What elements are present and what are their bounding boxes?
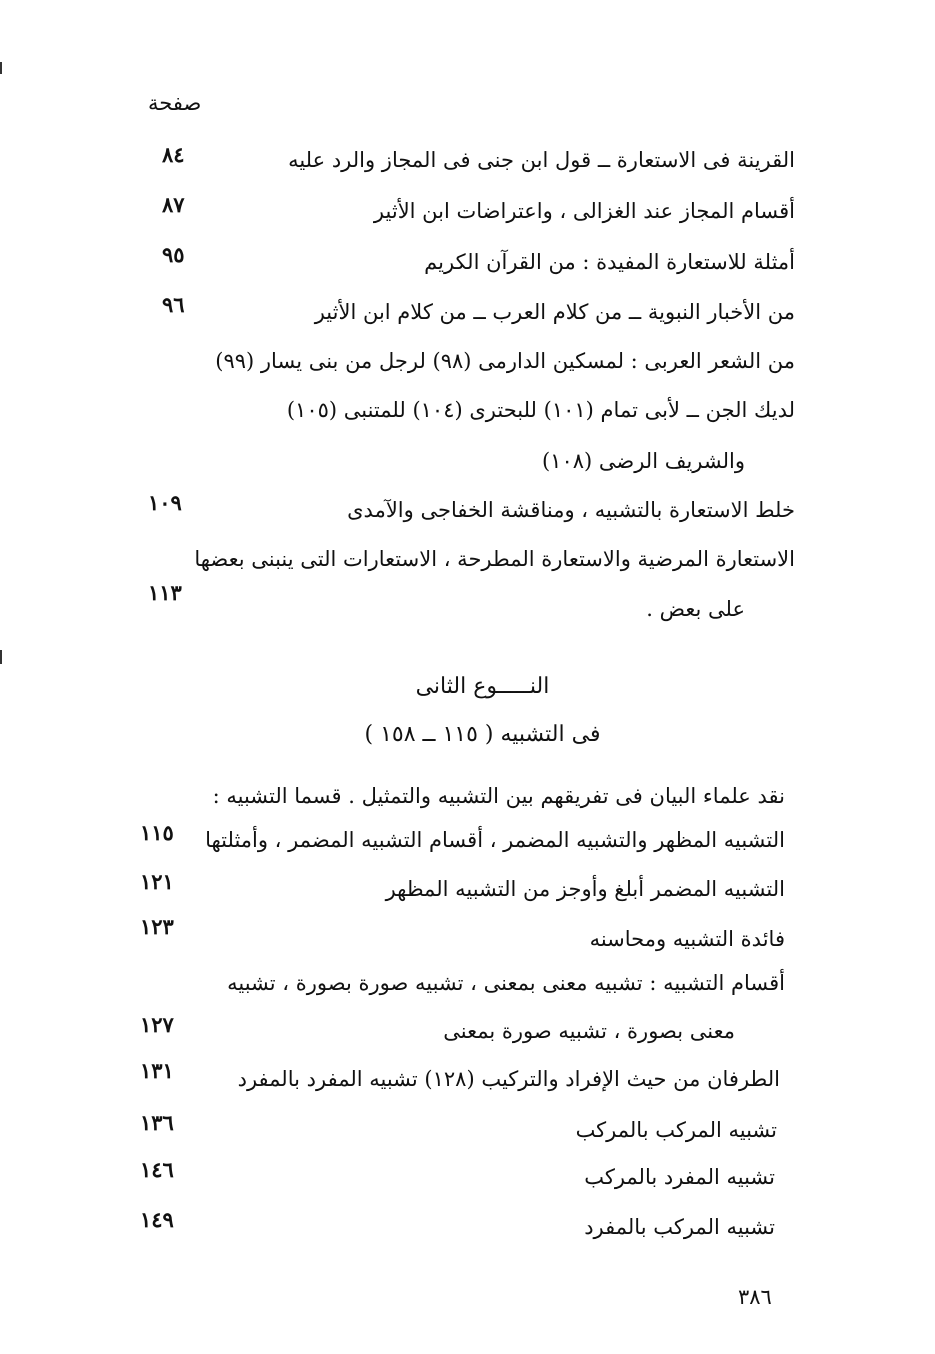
toc-entry-text: أقسام التشبيه : تشبيه معنى بمعنى ، تشبيه صورة بصورة ، تشبيه <box>227 971 785 995</box>
toc-subentry-text: من الشعر العربى : لمسكين الدارمى (٩٨) لرجل من بنى يسار (٩٩) <box>215 349 795 373</box>
scan-edge-mark <box>0 650 2 664</box>
toc-entry-page: ١٤٩ <box>140 1207 174 1232</box>
toc-entry-page: ١٢١ <box>140 869 174 894</box>
toc-entry-page: ٩٥ <box>162 242 185 267</box>
toc-entry-text-continued: على بعض . <box>646 597 745 621</box>
toc-entry-text-continued: معنى بصورة ، تشبيه صورة بمعنى <box>443 1019 735 1043</box>
toc-entry-text: فائدة التشبيه ومحاسنه <box>589 927 785 951</box>
page-column-label: صفحة <box>148 91 202 115</box>
toc-entry-page: ١١٥ <box>140 820 174 845</box>
toc-entry-text: تشبيه المفرد بالمركب <box>584 1165 775 1189</box>
toc-entry-page: ٩٦ <box>162 292 185 317</box>
toc-entry-page: ٨٤ <box>162 142 185 167</box>
section-subtitle: فى التشبيه ( ١١٥ ــ ١٥٨ ) <box>364 722 601 747</box>
toc-entry-page: ١٢٣ <box>140 914 174 939</box>
toc-entry-page: ٨٧ <box>162 192 185 217</box>
toc-entry-page: ١٣٦ <box>140 1110 174 1135</box>
toc-entry-text: الطرفان من حيث الإفراد والتركيب (١٢٨) تشبيه المفرد بالمفرد <box>237 1067 780 1091</box>
toc-intro-text: نقد علماء البيان فى تفريقهم بين التشبيه والتمثيل . قسما التشبيه : <box>212 784 785 808</box>
toc-entry-text: من الأخبار النبوية ــ من كلام العرب ــ من كلام ابن الأثير <box>314 300 795 324</box>
toc-entry-page: ١٣١ <box>140 1058 174 1083</box>
toc-entry-page: ١٤٦ <box>140 1157 174 1182</box>
toc-entry-text: تشبيه المركب بالمفرد <box>584 1215 775 1239</box>
toc-entry-text: الاستعارة المرضية والاستعارة المطرحة ، الاستعارات التى ينبنى بعضها <box>194 547 795 571</box>
toc-entry-text: أمثلة للاستعارة المفيدة : من القرآن الكريم <box>424 250 795 274</box>
toc-entry-page: ١١٣ <box>148 580 182 605</box>
toc-entry-page: ١٢٧ <box>140 1012 174 1037</box>
toc-entry-text: أقسام المجاز عند الغزالى ، واعتراضات ابن الأثير <box>373 199 795 223</box>
toc-entry-text: التشبيه المظهر والتشبيه المضمر ، أقسام التشبيه المضمر ، وأمثلتها <box>205 828 785 852</box>
toc-subentry-text: لديك الجن ــ لأبى تمام (١٠١) للبحترى (١٠٤) للمتنبى (١٠٥) <box>286 398 795 422</box>
toc-subentry-text: والشريف الرضى (١٠٨) <box>541 449 745 473</box>
toc-entry-text: تشبيه المركب بالمركب <box>575 1118 777 1142</box>
section-title: النـــــوع الثانى <box>415 674 550 699</box>
toc-entry-page: ١٠٩ <box>148 490 182 515</box>
toc-entry-text: التشبيه المضمر أبلغ وأوجز من التشبيه المظهر <box>385 877 785 901</box>
scan-edge-mark <box>0 62 2 74</box>
page-number: ٣٨٦ <box>738 1285 772 1309</box>
toc-entry-text: القرينة فى الاستعارة ــ قول ابن جنى فى المجاز والرد عليه <box>288 148 795 172</box>
toc-entry-text: خلط الاستعارة بالتشبيه ، ومناقشة الخفاجى والآمدى <box>347 498 795 522</box>
